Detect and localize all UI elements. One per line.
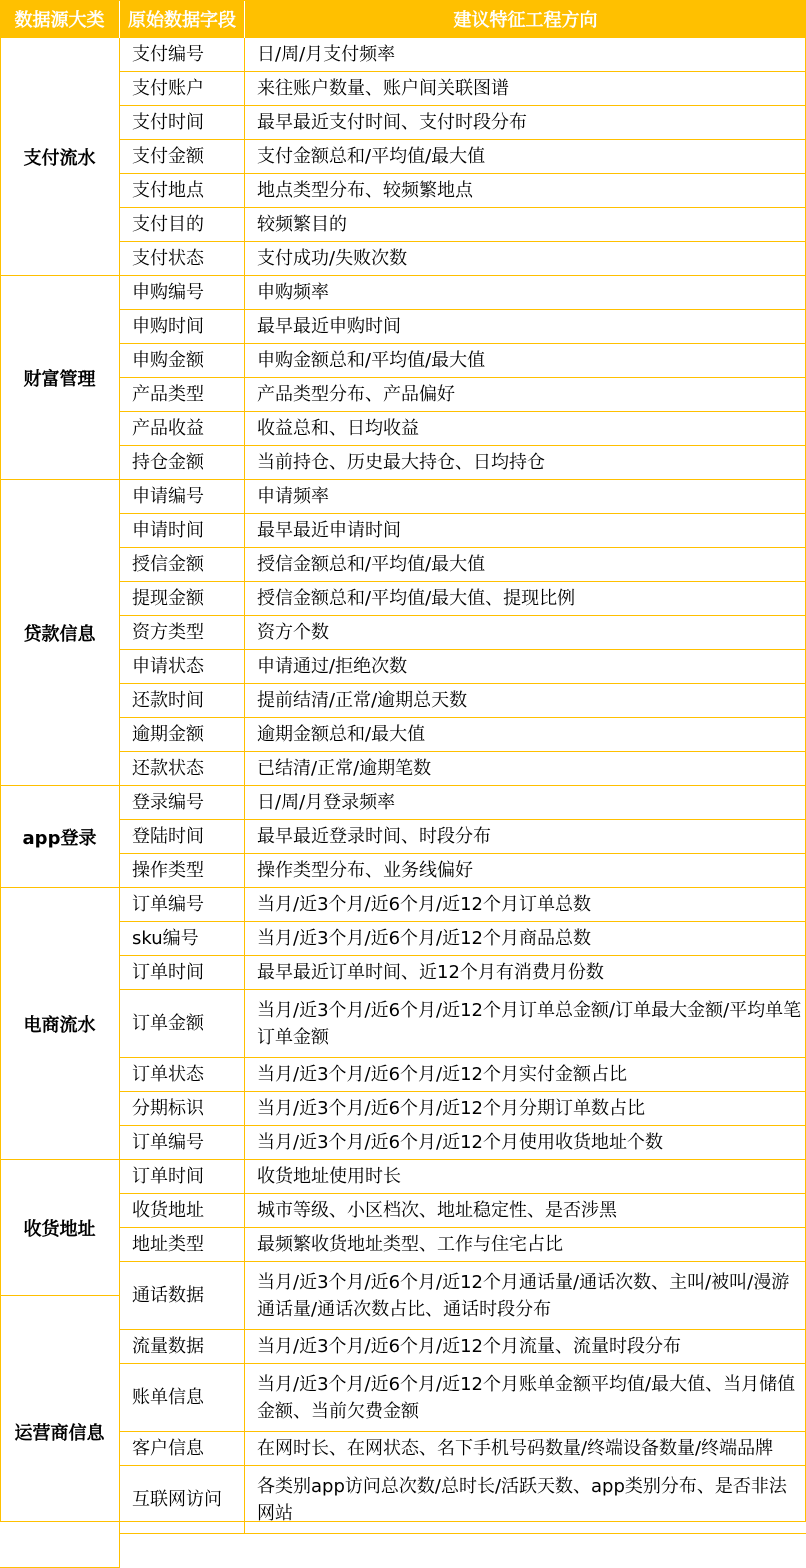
field-cell: 授信金额: [120, 548, 245, 582]
direction-cell: 当月/近3个月/近6个月/近12个月流量、流量时段分布: [245, 1330, 806, 1364]
category-cell: 运营商信息: [0, 1296, 120, 1568]
direction-cell: 当月/近3个月/近6个月/近12个月订单总金额/订单最大金额/平均单笔订单金额: [245, 990, 806, 1058]
field-cell: 订单时间: [120, 956, 245, 990]
header-direction: 建议特征工程方向: [245, 0, 806, 38]
direction-cell: 最早最近支付时间、支付时段分布: [245, 106, 806, 140]
category-cell: 收货地址: [0, 1160, 120, 1296]
field-cell: 操作类型: [120, 854, 245, 888]
field-cell: 支付状态: [120, 242, 245, 276]
direction-cell: 最早最近申请时间: [245, 514, 806, 548]
direction-cell: 当月/近3个月/近6个月/近12个月账单金额平均值/最大值、当月储值金额、当前欠费金额: [245, 1364, 806, 1432]
field-cell: 支付金额: [120, 140, 245, 174]
category-cell: 贷款信息: [0, 480, 120, 786]
field-cell: 订单时间: [120, 1160, 245, 1194]
direction-cell: 收货地址使用时长: [245, 1160, 806, 1194]
direction-cell: 当前持仓、历史最大持仓、日均持仓: [245, 446, 806, 480]
field-cell: 还款时间: [120, 684, 245, 718]
direction-cell: 日/周/月支付频率: [245, 38, 806, 72]
direction-cell: 申购金额总和/平均值/最大值: [245, 344, 806, 378]
field-cell: 登录编号: [120, 786, 245, 820]
direction-cell: 当月/近3个月/近6个月/近12个月分期订单数占比: [245, 1092, 806, 1126]
direction-cell: 申购频率: [245, 276, 806, 310]
field-cell: 资方类型: [120, 616, 245, 650]
field-cell: 地址类型: [120, 1228, 245, 1262]
category-cell: 电商流水: [0, 888, 120, 1160]
direction-cell: 各类别app访问总次数/总时长/活跃天数、app类别分布、是否非法网站: [245, 1466, 806, 1534]
field-cell: 申请时间: [120, 514, 245, 548]
direction-cell: 当月/近3个月/近6个月/近12个月实付金额占比: [245, 1058, 806, 1092]
field-cell: 收货地址: [120, 1194, 245, 1228]
field-cell: 持仓金额: [120, 446, 245, 480]
header-field: 原始数据字段: [120, 0, 245, 38]
direction-cell: 较频繁目的: [245, 208, 806, 242]
field-cell: 互联网访问: [120, 1466, 245, 1534]
direction-cell: 当月/近3个月/近6个月/近12个月订单总数: [245, 888, 806, 922]
field-cell: 支付账户: [120, 72, 245, 106]
field-cell: 通话数据: [120, 1262, 245, 1330]
direction-cell: 收益总和、日均收益: [245, 412, 806, 446]
field-cell: 提现金额: [120, 582, 245, 616]
field-cell: 支付目的: [120, 208, 245, 242]
field-cell: 订单编号: [120, 1126, 245, 1160]
direction-cell: 最早最近申购时间: [245, 310, 806, 344]
category-cell: 支付流水: [0, 38, 120, 276]
direction-cell: 在网时长、在网状态、名下手机号码数量/终端设备数量/终端品牌: [245, 1432, 806, 1466]
direction-cell: 当月/近3个月/近6个月/近12个月商品总数: [245, 922, 806, 956]
direction-cell: 产品类型分布、产品偏好: [245, 378, 806, 412]
direction-cell: 日/周/月登录频率: [245, 786, 806, 820]
field-cell: 支付时间: [120, 106, 245, 140]
direction-cell: 申请频率: [245, 480, 806, 514]
direction-cell: 授信金额总和/平均值/最大值、提现比例: [245, 582, 806, 616]
field-cell: 申购金额: [120, 344, 245, 378]
category-cell: app登录: [0, 786, 120, 888]
field-cell: 产品收益: [120, 412, 245, 446]
field-cell: 分期标识: [120, 1092, 245, 1126]
direction-cell: 来往账户数量、账户间关联图谱: [245, 72, 806, 106]
field-cell: 申请状态: [120, 650, 245, 684]
field-cell: 流量数据: [120, 1330, 245, 1364]
direction-cell: 申请通过/拒绝次数: [245, 650, 806, 684]
field-cell: 申购编号: [120, 276, 245, 310]
field-cell: 申购时间: [120, 310, 245, 344]
header-category: 数据源大类: [0, 0, 120, 38]
direction-cell: 支付金额总和/平均值/最大值: [245, 140, 806, 174]
direction-cell: 提前结清/正常/逾期总天数: [245, 684, 806, 718]
field-cell: 订单状态: [120, 1058, 245, 1092]
direction-cell: 操作类型分布、业务线偏好: [245, 854, 806, 888]
direction-cell: 当月/近3个月/近6个月/近12个月使用收货地址个数: [245, 1126, 806, 1160]
direction-cell: 已结清/正常/逾期笔数: [245, 752, 806, 786]
direction-cell: 最早最近订单时间、近12个月有消费月份数: [245, 956, 806, 990]
field-cell: 客户信息: [120, 1432, 245, 1466]
direction-cell: 地点类型分布、较频繁地点: [245, 174, 806, 208]
field-cell: 申请编号: [120, 480, 245, 514]
field-cell: 产品类型: [120, 378, 245, 412]
direction-cell: 城市等级、小区档次、地址稳定性、是否涉黑: [245, 1194, 806, 1228]
field-cell: 支付地点: [120, 174, 245, 208]
direction-cell: 授信金额总和/平均值/最大值: [245, 548, 806, 582]
direction-cell: 最早最近登录时间、时段分布: [245, 820, 806, 854]
direction-cell: 当月/近3个月/近6个月/近12个月通话量/通话次数、主叫/被叫/漫游通话量/通话次数占比、通话时段分布: [245, 1262, 806, 1330]
field-cell: 逾期金额: [120, 718, 245, 752]
category-cell: 财富管理: [0, 276, 120, 480]
direction-cell: 资方个数: [245, 616, 806, 650]
field-cell: 登陆时间: [120, 820, 245, 854]
field-cell: 订单金额: [120, 990, 245, 1058]
field-cell: 支付编号: [120, 38, 245, 72]
field-cell: 还款状态: [120, 752, 245, 786]
field-cell: 账单信息: [120, 1364, 245, 1432]
direction-cell: 逾期金额总和/最大值: [245, 718, 806, 752]
field-cell: 订单编号: [120, 888, 245, 922]
field-cell: sku编号: [120, 922, 245, 956]
direction-cell: 最频繁收货地址类型、工作与住宅占比: [245, 1228, 806, 1262]
direction-cell: 支付成功/失败次数: [245, 242, 806, 276]
